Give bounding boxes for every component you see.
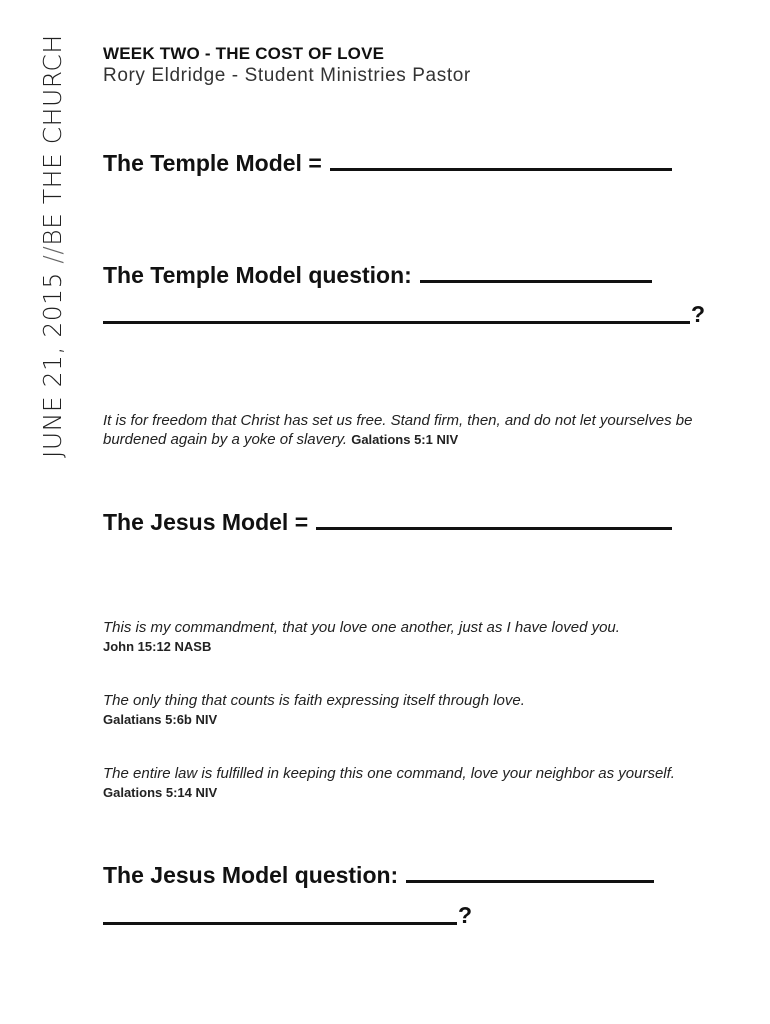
- verse-text: This is my commandment, that you love one another, just as I have loved you.: [103, 619, 620, 636]
- verse-galatians-5-6b: [103, 691, 723, 729]
- temple-question-mark: ?: [691, 301, 706, 327]
- series-title: WEEK TWO - THE COST OF LOVE: [103, 44, 385, 63]
- side-separator: //: [38, 245, 67, 264]
- side-title: BE THE CHURCH: [38, 34, 67, 246]
- page-header: [103, 44, 471, 87]
- jesus-question-label: The Jesus Model question:: [103, 862, 399, 888]
- verse-text: It is for freedom that Christ has set us free. Stand firm, then, and do not let yourselves be burdened again by a yoke of slavery.: [103, 412, 693, 448]
- jesus-question-blank-2[interactable]: [103, 921, 457, 925]
- temple-question-label: The Temple Model question:: [103, 262, 412, 288]
- temple-model-blank[interactable]: [330, 148, 672, 171]
- verse-text: The only thing that counts is faith expressing itself through love.: [103, 692, 525, 709]
- jesus-question-mark: ?: [458, 902, 473, 928]
- verse-reference: John 15:12 NASB: [103, 639, 212, 654]
- side-date: JUNE 21, 2015: [38, 272, 67, 458]
- verse-reference: Galatians 5:6b NIV: [103, 712, 218, 727]
- verse-john-15-12: [103, 618, 723, 656]
- temple-question-blank-1[interactable]: [420, 260, 652, 283]
- jesus-model-heading: [103, 507, 672, 536]
- temple-question-heading: [103, 260, 652, 289]
- verse-reference: Galations 5:14 NIV: [103, 785, 218, 800]
- verse-galatians-5-14: [103, 764, 723, 802]
- jesus-model-label: The Jesus Model =: [103, 509, 309, 535]
- jesus-question-heading: [103, 860, 654, 889]
- verse-text: The entire law is fulfilled in keeping this one command, love your neighbor as yourself.: [103, 765, 675, 782]
- temple-question-blank-2[interactable]: [103, 320, 690, 324]
- verse-galatians-5-1: [103, 411, 723, 449]
- speaker-line: Rory Eldridge - Student Ministries Pastor: [103, 65, 471, 86]
- side-series-label: [38, 34, 67, 458]
- jesus-model-blank[interactable]: [316, 507, 672, 530]
- jesus-question-blank-1[interactable]: [406, 860, 654, 883]
- temple-model-heading: [103, 148, 672, 177]
- verse-reference: Galations 5:1 NIV: [351, 432, 459, 447]
- temple-model-label: The Temple Model =: [103, 150, 322, 176]
